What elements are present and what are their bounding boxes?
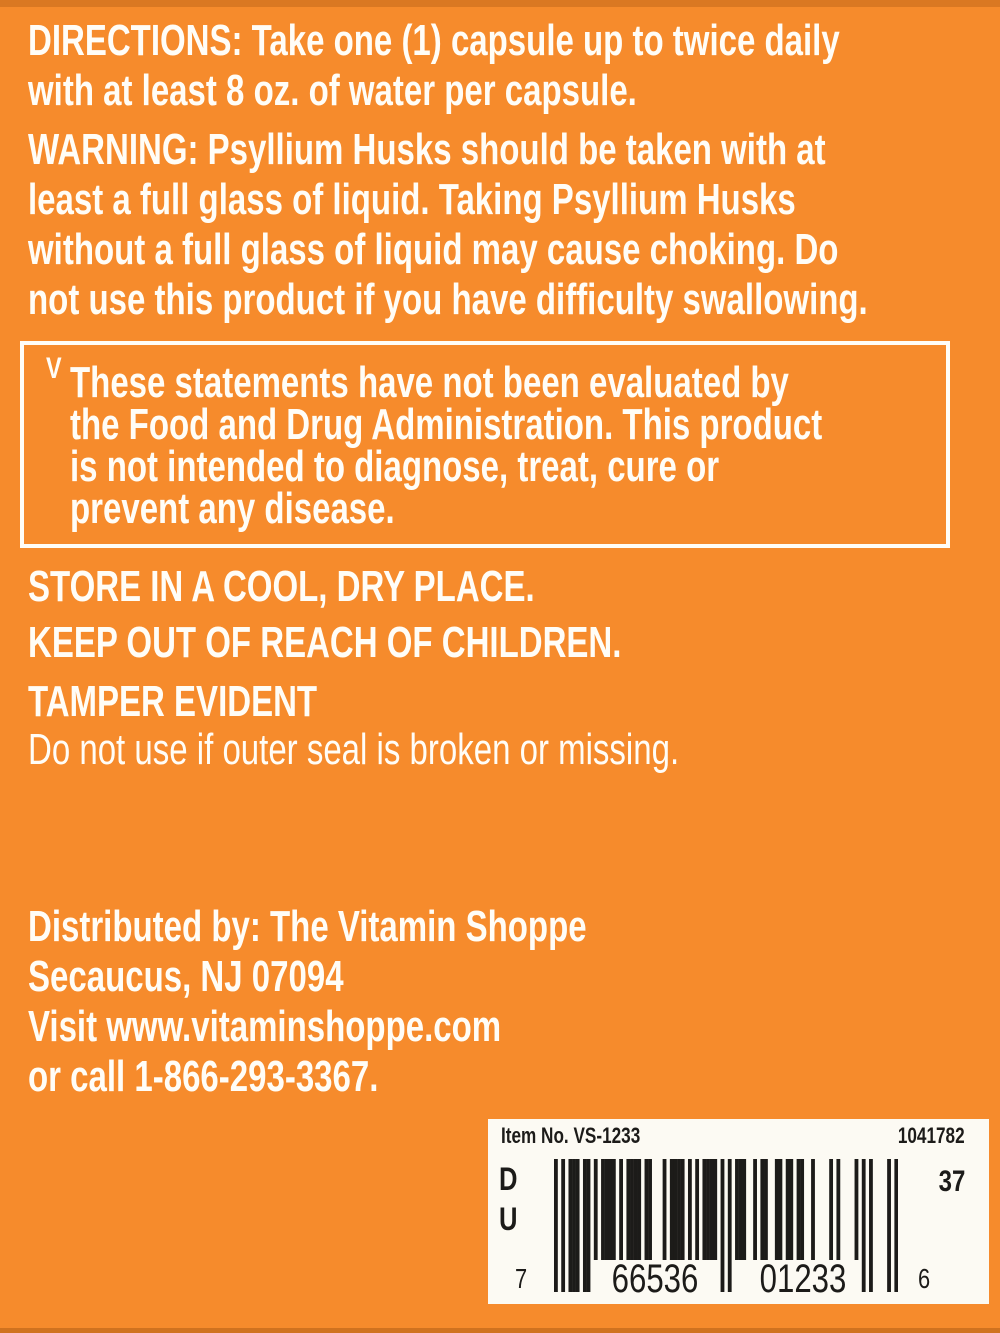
fda-disclaimer-line: the Food and Drug Administration. This product <box>70 400 823 449</box>
warning-line: not use this product if you have difficulty swallowing. <box>28 275 868 324</box>
warning-line: without a full glass of liquid may cause choking. Do <box>28 225 839 274</box>
tamper-body-line: Do not use if outer seal is broken or missing. <box>28 725 680 774</box>
fda-disclaimer-text <box>24 345 946 533</box>
distributor-section <box>28 902 773 1102</box>
directions-section <box>28 16 1000 116</box>
side-number: 37 <box>938 1165 965 1198</box>
distributor-line: Secaucus, NJ 07094 <box>28 952 344 1001</box>
warning-line: least a full glass of liquid. Taking Psyllium Husks <box>28 175 796 224</box>
children-warning <box>28 618 819 668</box>
tamper-evident-heading <box>28 677 413 727</box>
store-line: STORE IN A COOL, DRY PLACE. <box>28 562 535 611</box>
distributor-line: Distributed by: The Vitamin Shoppe <box>28 902 587 951</box>
upc-digit-right: 6 <box>918 1263 931 1294</box>
upc-digits-left-group: 66536 <box>611 1257 699 1301</box>
upc-digits-right-group: 01233 <box>759 1257 847 1301</box>
letter-u: U <box>499 1201 518 1237</box>
item-number: Item No. VS-1233 <box>501 1123 641 1148</box>
label-top-edge-shadow <box>0 0 1000 7</box>
distributor-line: Visit www.vitaminshoppe.com <box>28 1002 502 1051</box>
fda-disclaimer-box <box>20 341 950 548</box>
disclaimer-check-mark: V <box>46 352 62 385</box>
warning-line: WARNING: Psyllium Husks should be taken with at <box>28 125 826 174</box>
label-bottom-edge-shadow <box>0 1328 1000 1333</box>
directions-line: DIRECTIONS: Take one (1) capsule up to twice daily <box>28 16 840 65</box>
storage-instruction <box>28 562 704 612</box>
print-code: 1041782 <box>898 1123 965 1148</box>
keep-line: KEEP OUT OF REACH OF CHILDREN. <box>28 618 622 667</box>
distributor-line: or call 1-866-293-3367. <box>28 1052 379 1101</box>
barcode-panel <box>488 1119 989 1304</box>
letter-d: D <box>499 1161 518 1197</box>
warning-section <box>28 125 1000 325</box>
fda-disclaimer-line: is not intended to diagnose, treat, cure or <box>70 442 720 491</box>
fda-disclaimer-line: prevent any disease. <box>70 484 395 533</box>
fda-disclaimer-line: These statements have not been evaluated by <box>70 358 789 407</box>
tamper-evident-text <box>28 725 896 775</box>
upc-digit-left: 7 <box>515 1263 528 1294</box>
tamper-heading-line: TAMPER EVIDENT <box>28 677 318 726</box>
directions-line: with at least 8 oz. of water per capsule. <box>28 66 637 115</box>
